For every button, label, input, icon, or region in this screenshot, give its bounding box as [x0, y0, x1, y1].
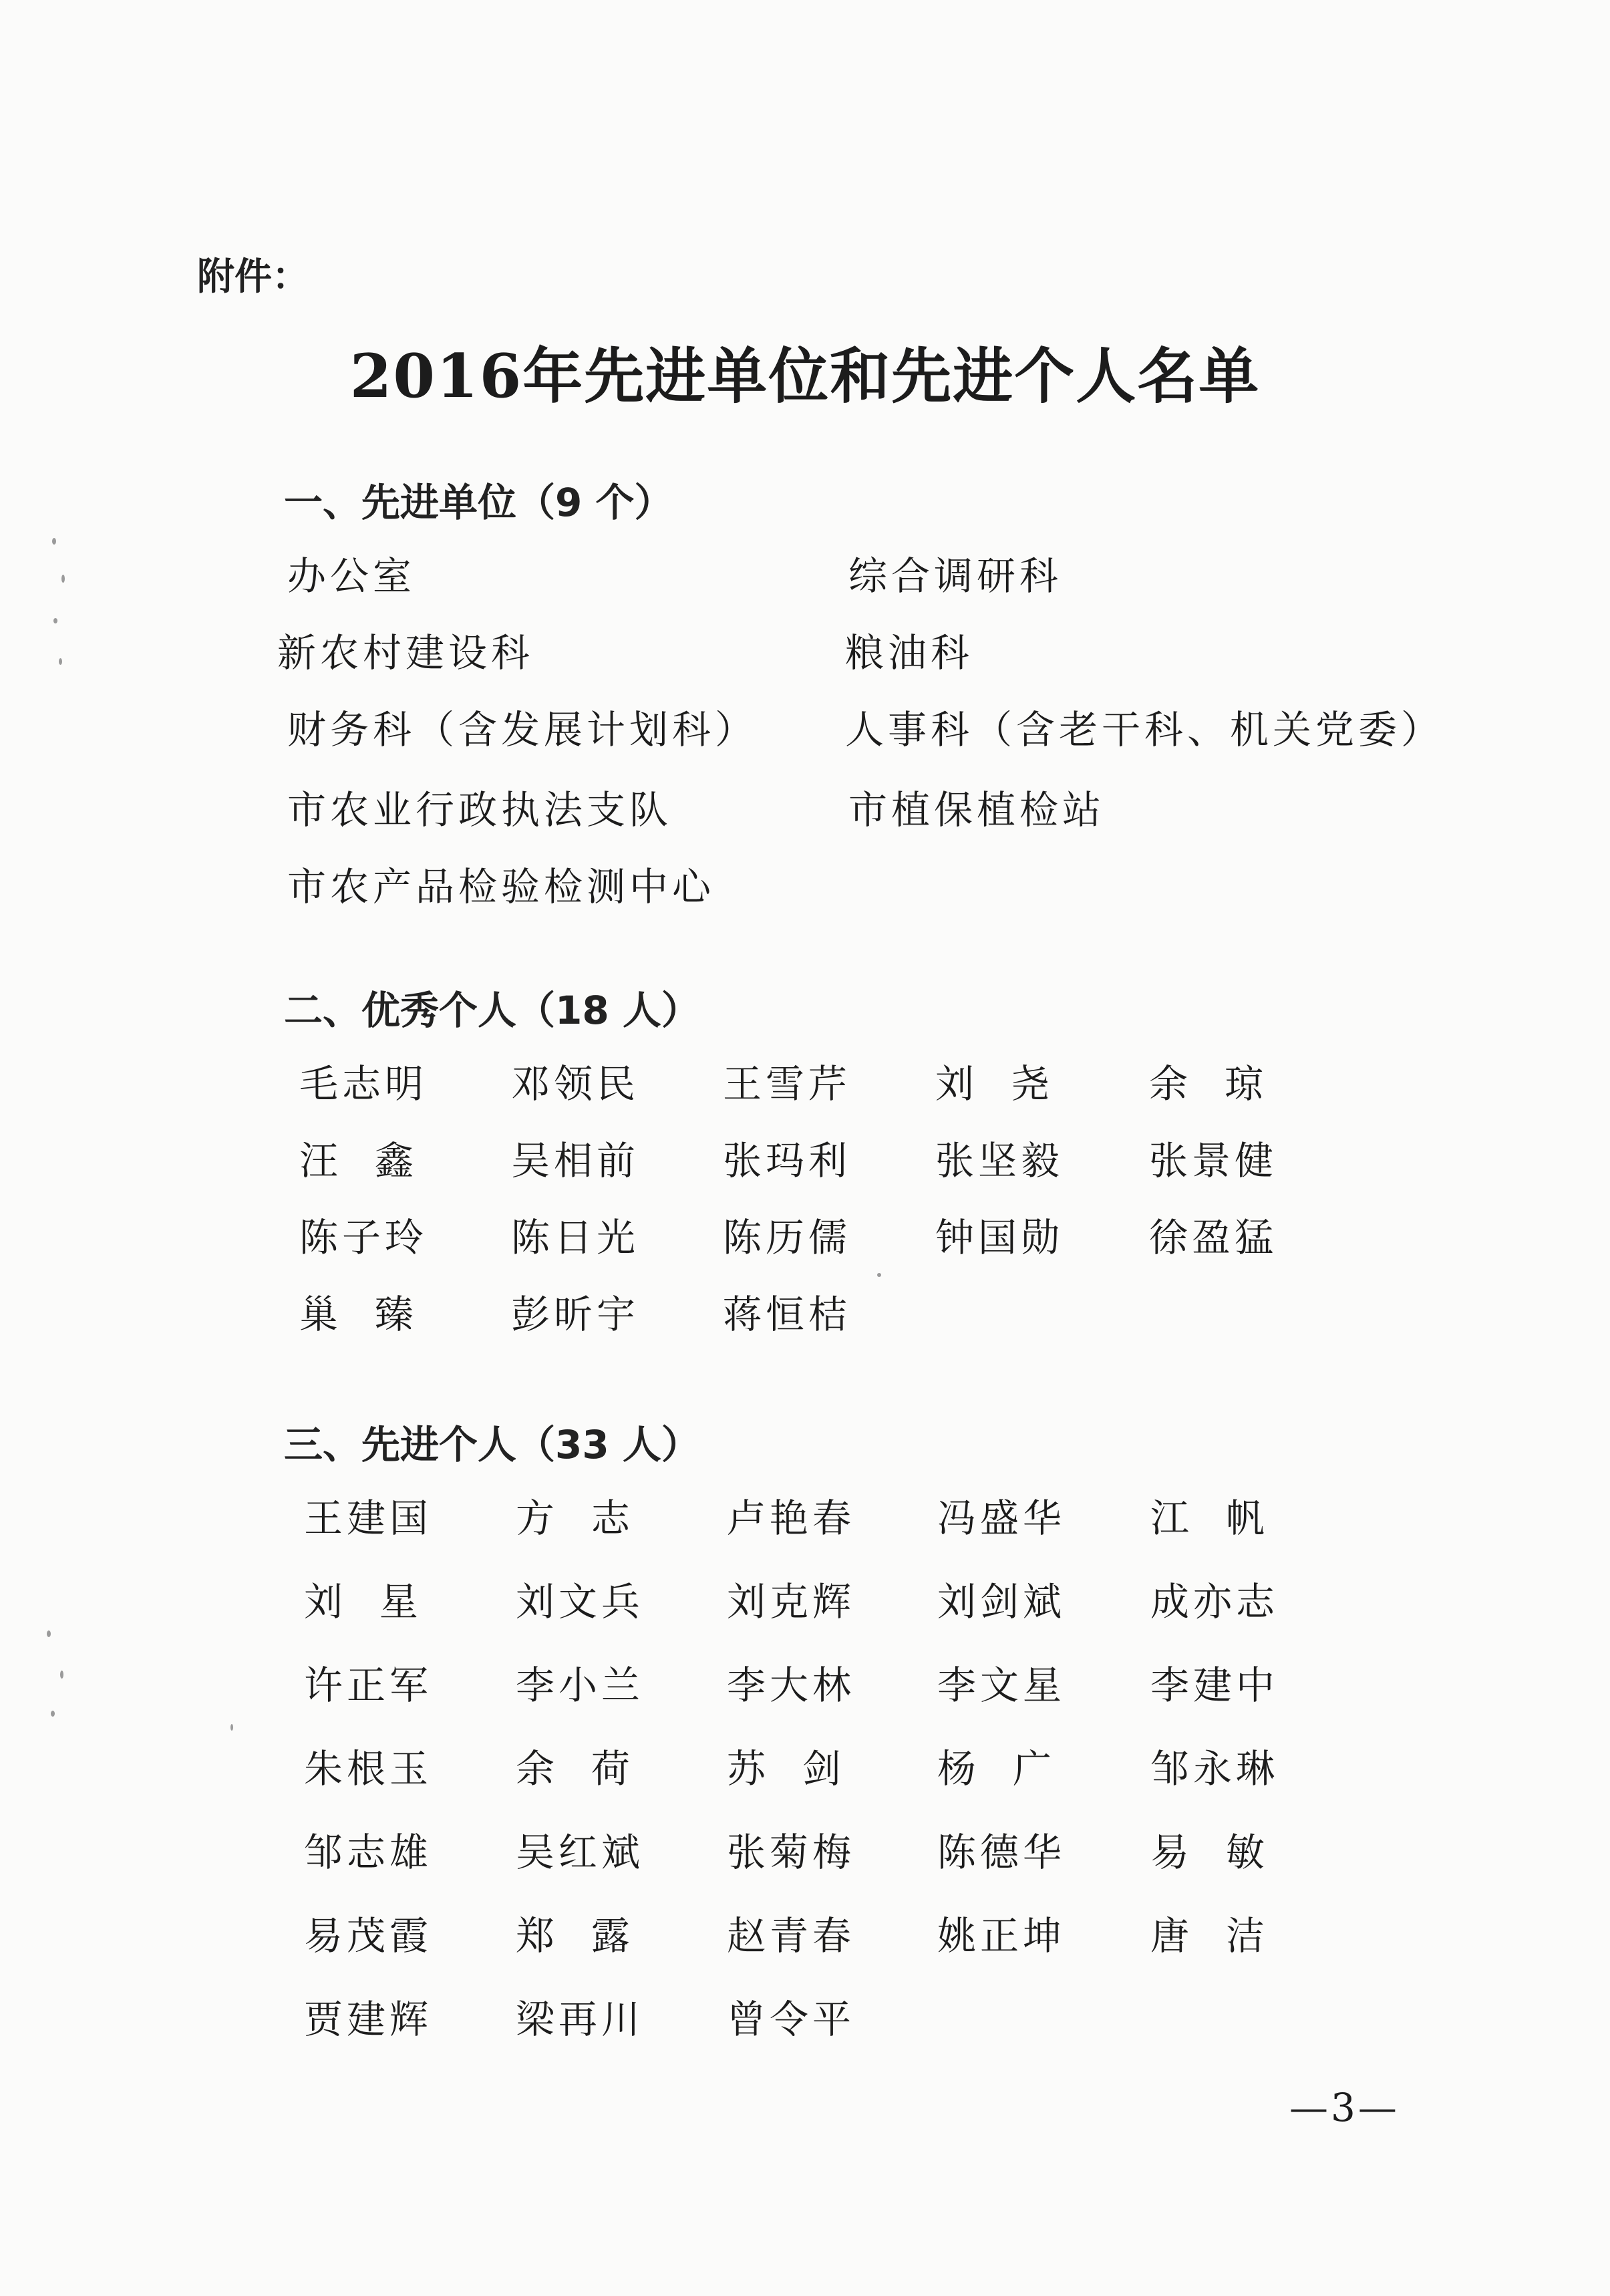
person-name: 刘 尧: [935, 1061, 1054, 1107]
person-name: 姚正坤: [937, 1913, 1066, 1959]
unit-item: 市农业行政执法支队: [287, 787, 673, 833]
person-name: 陈德华: [937, 1830, 1066, 1875]
person-name: 刘剑斌: [937, 1579, 1066, 1624]
person-name: 张玛利: [723, 1138, 852, 1183]
person-name: 汪 鑫: [299, 1138, 418, 1183]
unit-item: 市农产品检验检测中心: [287, 864, 715, 909]
scan-speck: [877, 1273, 881, 1277]
person-name: 吴相前: [511, 1138, 640, 1183]
person-name: 邓领民: [511, 1061, 640, 1107]
person-name: 李文星: [937, 1663, 1066, 1708]
person-name: 余 琼: [1149, 1061, 1267, 1107]
person-name: 梁再川: [516, 1997, 645, 2042]
section-heading-units: 一、先进单位（9 个）: [284, 480, 673, 525]
unit-item: 办公室: [287, 553, 416, 599]
unit-item: 市植保植检站: [848, 787, 1106, 833]
person-name: 毛志明: [299, 1061, 428, 1107]
person-name: 陈历儒: [723, 1215, 852, 1260]
person-name: 赵青春: [727, 1913, 856, 1959]
section-heading-advanced: 三、先进个人（33 人）: [284, 1422, 700, 1467]
person-name: 王建国: [304, 1495, 433, 1541]
scan-speck: [47, 1630, 51, 1637]
person-name: 许正军: [304, 1663, 433, 1708]
person-name: 卢艳春: [727, 1495, 856, 1541]
person-name: 蒋恒桔: [723, 1292, 852, 1337]
person-name: 李建中: [1150, 1663, 1279, 1708]
person-name: 张坚毅: [935, 1138, 1064, 1183]
person-name: 刘 星: [304, 1579, 422, 1624]
person-name: 苏 剑: [727, 1746, 845, 1791]
person-name: 陈子玲: [299, 1215, 428, 1260]
attachment-label: 附件：: [197, 255, 309, 299]
person-name: 曾令平: [727, 1997, 856, 2042]
person-name: 易 敏: [1150, 1830, 1269, 1875]
person-name: 唐 洁: [1150, 1913, 1269, 1959]
person-name: 彭昕宇: [511, 1292, 640, 1337]
person-name: 郑 露: [516, 1913, 634, 1959]
scan-speck: [51, 1711, 55, 1717]
unit-item: 综合调研科: [848, 553, 1063, 599]
scan-speck: [59, 658, 62, 665]
scan-speck: [230, 1724, 233, 1731]
unit-item: 新农村建设科: [277, 630, 534, 676]
person-name: 钟国勋: [935, 1215, 1064, 1260]
person-name: 邹永琳: [1150, 1746, 1279, 1791]
person-name: 杨 广: [937, 1746, 1056, 1791]
section-heading-excellent: 二、优秀个人（18 人）: [284, 988, 700, 1033]
unit-item: 财务科（含发展计划科）: [287, 707, 758, 752]
person-name: 张景健: [1149, 1138, 1278, 1183]
person-name: 邹志雄: [304, 1830, 433, 1875]
person-name: 王雪芹: [723, 1061, 852, 1107]
document-title: 2016年先进单位和先进个人名单: [349, 341, 1261, 412]
person-name: 朱根玉: [304, 1746, 433, 1791]
person-name: 李大林: [727, 1663, 856, 1708]
person-name: 方 志: [516, 1495, 634, 1541]
person-name: 陈日光: [511, 1215, 640, 1260]
person-name: 贾建辉: [304, 1997, 433, 2042]
scan-speck: [61, 575, 65, 583]
person-name: 徐盈猛: [1149, 1215, 1278, 1260]
unit-item: 人事科（含老干科、机关党委）: [845, 707, 1444, 752]
person-name: 吴红斌: [516, 1830, 645, 1875]
person-name: 成亦志: [1150, 1579, 1279, 1624]
scan-speck: [52, 538, 56, 545]
person-name: 易茂霞: [304, 1913, 433, 1959]
person-name: 巢 臻: [299, 1292, 418, 1337]
unit-item: 粮油科: [845, 630, 974, 676]
person-name: 冯盛华: [937, 1495, 1066, 1541]
page-number: —3—: [1289, 2085, 1400, 2130]
scan-speck: [60, 1671, 63, 1679]
person-name: 刘文兵: [516, 1579, 645, 1624]
person-name: 张菊梅: [727, 1830, 856, 1875]
scan-speck: [53, 618, 57, 623]
person-name: 刘克辉: [727, 1579, 856, 1624]
person-name: 余 荷: [516, 1746, 634, 1791]
person-name: 江 帆: [1150, 1495, 1269, 1541]
person-name: 李小兰: [516, 1663, 645, 1708]
